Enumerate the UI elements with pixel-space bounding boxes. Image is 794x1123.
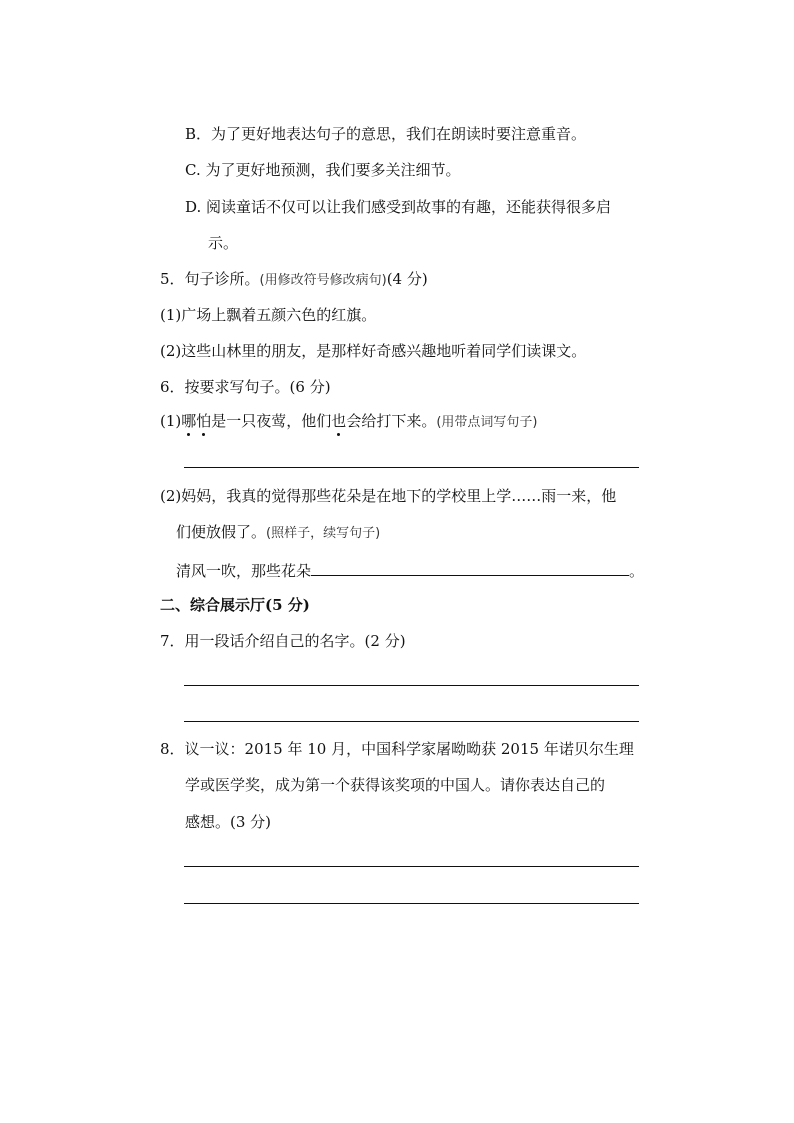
question-5-item-1: (1)广场上飘着五颜六色的红旗。 — [160, 306, 377, 324]
option-d-line1: D. 阅读童话不仅可以让我们感受到故事的有趣，还能获得很多启 — [185, 198, 612, 216]
question-6-item-2-line1: (2)妈妈，我真的觉得那些花朵是在地下的学校里上学……雨一来，他 — [160, 487, 617, 505]
dotted-char: 也 — [331, 412, 347, 430]
dotted-char: 怕 — [196, 412, 212, 430]
answer-line[interactable] — [184, 866, 639, 867]
question-6-item-1-mid: 是一只夜莺，他们 — [211, 412, 332, 430]
question-6-item-2-continuation — [176, 558, 644, 581]
question-6-item-1 — [160, 411, 537, 433]
question-6-item-1-rest: 会给打下来。 — [346, 412, 437, 430]
question-6-heading: 6．按要求写句子。(6 分) — [160, 378, 331, 396]
option-d-line2: 示。 — [208, 234, 239, 252]
question-6-item-1-hint: (用带点词写句子) — [436, 415, 538, 430]
question-8-line3: 感想。(3 分) — [185, 813, 272, 831]
continuation-suffix: 。 — [629, 562, 645, 580]
answer-line[interactable] — [184, 467, 639, 468]
question-5-score: (4 分) — [386, 270, 428, 288]
question-6-item-2-line2 — [176, 522, 380, 544]
question-5-item-2: (2)这些山林里的朋友，是那样好奇感兴趣地听着同学们读课文。 — [160, 342, 587, 360]
continuation-blank[interactable] — [311, 558, 629, 576]
dotted-char: 哪 — [181, 412, 197, 430]
question-6-item-2-hint: (照样子，续写句子) — [266, 526, 381, 541]
question-6-item-2-text: 们便放假了。 — [176, 523, 267, 541]
question-7-heading: 7．用一段话介绍自己的名字。(2 分) — [160, 632, 406, 650]
answer-line[interactable] — [184, 721, 639, 722]
question-5-title: 5．句子诊所。 — [160, 270, 260, 288]
question-8-line1: 8．议一议：2015 年 10 月，中国科学家屠呦呦获 2015 年诺贝尔生理 — [160, 740, 634, 758]
section-2-title: 二、综合展示厅(5 分) — [160, 596, 310, 614]
question-6-item-1-prefix: (1) — [160, 412, 182, 430]
question-5-heading — [160, 269, 428, 291]
answer-line[interactable] — [184, 685, 639, 686]
answer-line[interactable] — [184, 903, 639, 904]
option-b: B．为了更好地表达句子的意思，我们在朗读时要注意重音。 — [185, 125, 587, 143]
question-8-line2: 学或医学奖，成为第一个获得该奖项的中国人。请你表达自己的 — [185, 776, 606, 794]
option-c: C. 为了更好地预测，我们要多关注细节。 — [185, 161, 461, 179]
question-5-hint: (用修改符号修改病句) — [259, 273, 387, 288]
continuation-prefix: 清风一吹，那些花朵 — [176, 562, 312, 580]
